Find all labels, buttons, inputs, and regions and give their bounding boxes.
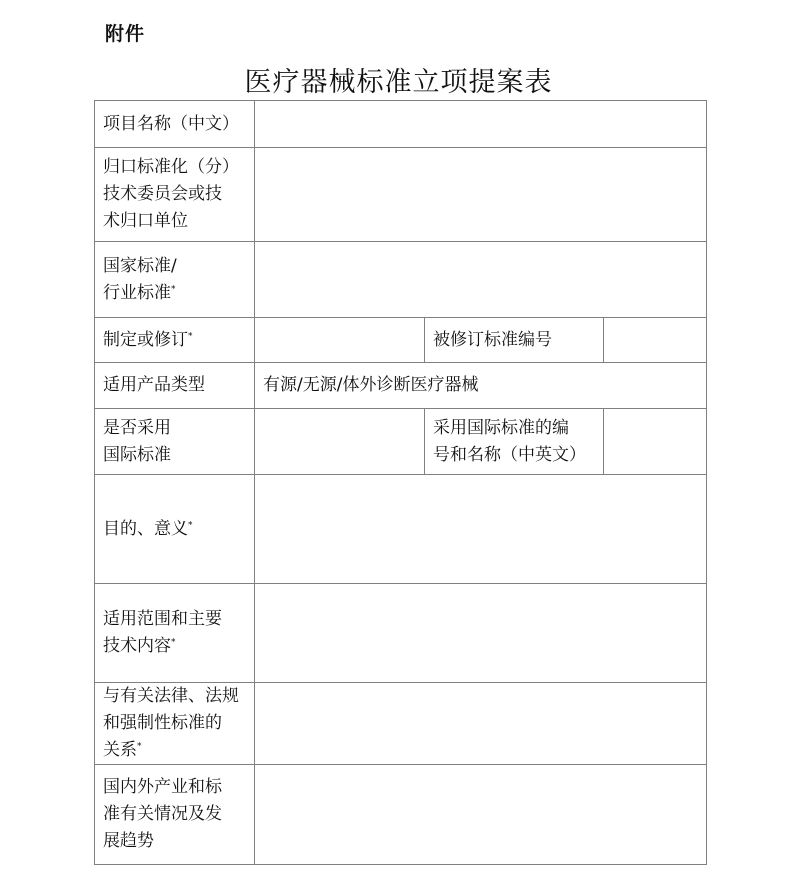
law-relation-label-line: 与有关法律、法规 [103,686,239,706]
intl-standard-name-field[interactable] [604,409,707,475]
adopt-intl-label-line: 是否采用 [103,417,171,438]
form-title: 医疗器械标准立项提案表 [244,67,553,98]
law-relation-label-text: 关系 [103,740,137,760]
standard-type-field[interactable] [255,242,707,318]
scope-label-line [103,633,246,660]
intl-standard-name-label-line: 采用国际标准的编 [433,417,569,438]
law-relation-field[interactable] [255,683,707,765]
standard-type-label [95,242,255,318]
law-relation-label-line [103,737,246,764]
industry-status-label [95,765,255,865]
committee-field[interactable] [255,148,707,242]
scope-label-line: 适用范围和主要 [103,609,222,629]
revision-label-text: 制定或修订 [103,329,188,350]
committee-label-line: 术归口单位 [103,211,188,231]
required-asterisk: * [171,637,176,648]
row-standard-type [95,242,707,318]
project-name-field[interactable] [255,101,707,148]
law-relation-label-line: 和强制性标准的 [103,713,222,733]
revised-standard-number-label: 被修订标准编号 [425,318,604,363]
revision-field[interactable] [255,318,425,363]
row-product-type [95,363,707,409]
committee-label [95,148,255,242]
attachment-label: 附件 [105,23,146,45]
adopt-intl-label [95,409,255,475]
purpose-label [95,475,255,584]
committee-label-line: 技术委员会或技 [103,184,222,204]
industry-status-label-line: 国内外产业和标 [103,777,222,797]
standard-type-label-line: 国家标准/ [103,255,177,276]
row-project-name [95,101,707,148]
revision-label [95,318,255,363]
industry-status-label-line: 展趋势 [103,831,154,851]
scope-label [95,584,255,683]
project-name-label-text: 项目名称（中文） [103,113,239,134]
required-asterisk: * [137,741,142,752]
standard-type-label-line [103,280,246,307]
row-adopt-intl [95,409,707,475]
industry-status-field[interactable] [255,765,707,865]
product-type-label: 适用产品类型 [95,363,255,409]
required-asterisk: * [188,519,193,530]
row-committee [95,148,707,242]
row-scope [95,584,707,683]
adopt-intl-field[interactable] [255,409,425,475]
row-industry-status [95,765,707,865]
scope-label-text: 技术内容 [103,636,171,656]
product-type-field[interactable]: 有源/无源/体外诊断医疗器械 [255,363,707,409]
intl-standard-name-label-line: 号和名称（中英文） [433,444,586,465]
required-asterisk: * [188,330,193,341]
purpose-label-text: 目的、意义 [103,518,188,539]
standard-type-label-text: 行业标准 [103,282,171,303]
law-relation-label [95,683,255,765]
proposal-form-table [94,100,707,865]
adopt-intl-label-line: 国际标准 [103,444,171,465]
revised-standard-number-field[interactable] [604,318,707,363]
industry-status-label-line: 准有关情况及发 [103,804,222,824]
project-name-label [95,101,255,148]
scope-field[interactable] [255,584,707,683]
row-revision [95,318,707,363]
row-purpose [95,475,707,584]
required-asterisk: * [171,283,176,294]
committee-label-line: 归口标准化（分） [103,157,239,177]
intl-standard-name-label [425,409,604,475]
purpose-field[interactable] [255,475,707,584]
row-law-relation [95,683,707,765]
